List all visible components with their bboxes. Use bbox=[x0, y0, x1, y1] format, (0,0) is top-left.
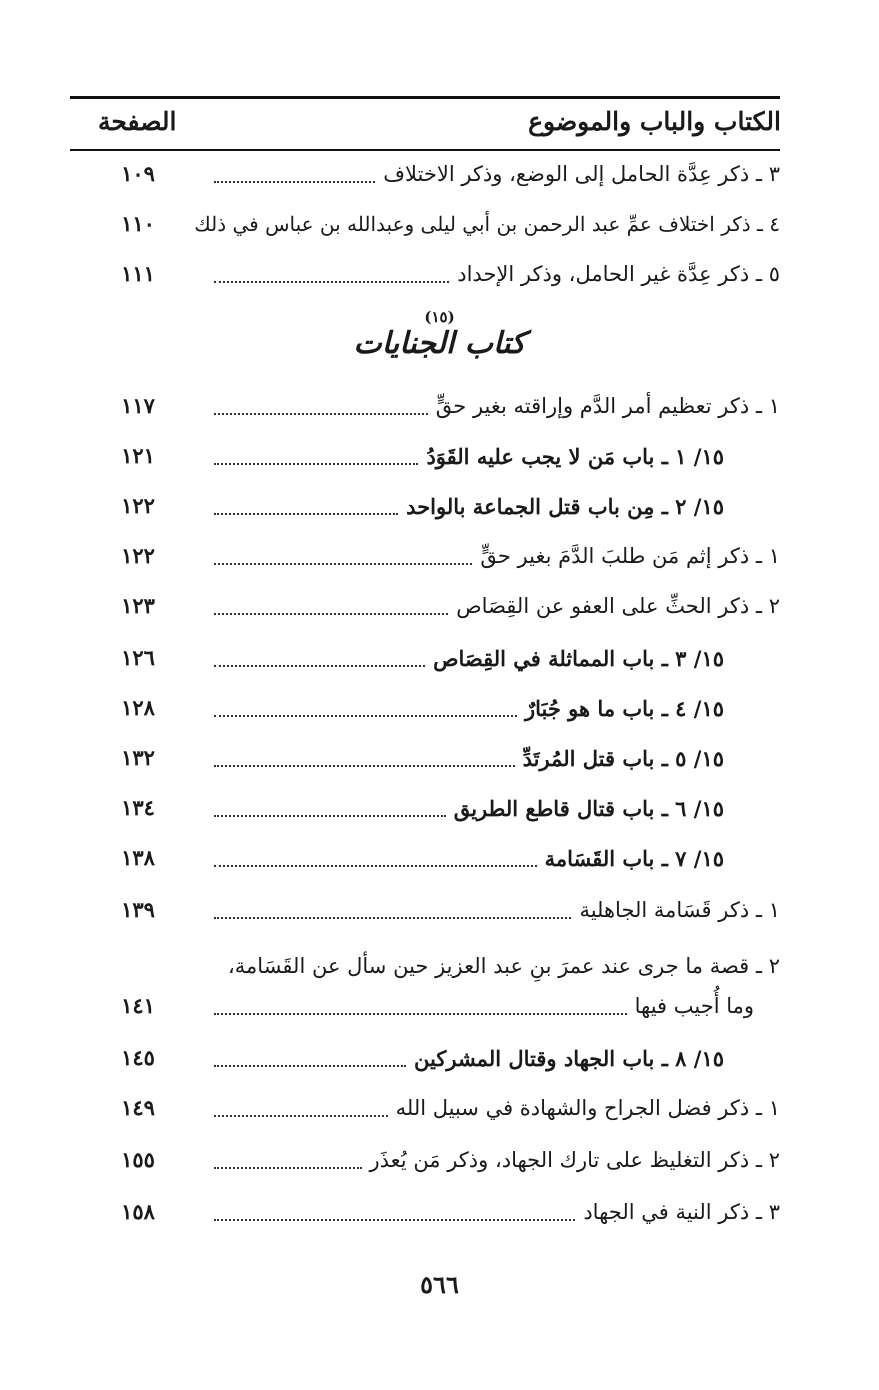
leader-dots bbox=[214, 715, 517, 717]
column-header-page: الصفحة bbox=[98, 107, 177, 136]
top-rule bbox=[70, 96, 780, 99]
kitab-number: (١٥) bbox=[424, 308, 455, 326]
toc-row bbox=[70, 436, 780, 476]
toc-row bbox=[70, 1140, 780, 1180]
toc-page-number: ١٣٩ bbox=[121, 897, 155, 922]
toc-entry-text: ١٥/ ٨ ـ باب الجهاد وقتال المشركين bbox=[414, 1045, 724, 1071]
leader-dots bbox=[214, 513, 398, 515]
toc-row bbox=[70, 738, 780, 778]
toc-entry-text: ١٥/ ٣ ـ باب المماثلة في القِصَاص bbox=[433, 645, 724, 671]
leader-dots bbox=[214, 613, 448, 615]
toc-entry-text: ١٥/ ٢ ـ مِن باب قتل الجماعة بالواحد bbox=[406, 493, 724, 519]
toc-page-number: ١١٧ bbox=[121, 393, 155, 418]
toc-row bbox=[70, 386, 780, 426]
toc-row bbox=[70, 536, 780, 576]
toc-entry-text: ٢ ـ ذكر التغليظ على تارك الجهاد، وذكر مَن يُعذَر bbox=[369, 1148, 780, 1172]
toc-entry-text: ٣ ـ ذكر عِدَّة الحامل إلى الوضع، وذكر الاختلاف bbox=[383, 162, 780, 186]
toc-entry-text: ١ ـ ذكر إثم مَن طلبَ الدَّمَ بغير حقٍّ bbox=[480, 544, 780, 568]
toc-entry-text: ٣ ـ ذكر النية في الجهاد bbox=[583, 1200, 780, 1224]
toc-page-number: ١٤٩ bbox=[121, 1095, 155, 1120]
toc-row bbox=[70, 254, 780, 294]
leader-dots bbox=[214, 865, 537, 867]
leader-dots bbox=[214, 1219, 575, 1221]
toc-page-number: ١٢١ bbox=[121, 443, 155, 468]
toc-row bbox=[70, 1088, 780, 1128]
toc-page-number: ١٢٦ bbox=[121, 645, 155, 670]
toc-row bbox=[70, 1038, 780, 1078]
toc-entry-text: ٢ ـ ذكر الحثِّ على العفو عن القِصَاص bbox=[456, 594, 780, 618]
toc-page-number: ١٣٤ bbox=[121, 795, 155, 820]
toc-row bbox=[70, 586, 780, 626]
toc-row bbox=[70, 890, 780, 930]
toc-page-number: ١٥٨ bbox=[121, 1199, 155, 1224]
toc-entry-text: ١ ـ ذكر تعظيم أمر الدَّم وإراقته بغير حقٍّ bbox=[435, 394, 780, 418]
toc-entry-first-line: ٢ ـ قصة ما جرى عند عمرَ بنِ عبد العزيز حين سأل عن القَسَامة، bbox=[228, 954, 780, 978]
toc-page-number: ١٢٣ bbox=[121, 593, 155, 618]
toc-page-number: ١٢٨ bbox=[121, 695, 155, 720]
toc-page-number: ١٠٩ bbox=[121, 161, 155, 186]
leader-dots bbox=[214, 1115, 388, 1117]
toc-page-number: ١٣٨ bbox=[121, 845, 155, 870]
leader-dots bbox=[214, 765, 515, 767]
leader-dots bbox=[214, 1167, 362, 1169]
header-rule bbox=[70, 149, 780, 151]
toc-page-number: ١٢٢ bbox=[121, 543, 155, 568]
toc-row bbox=[70, 486, 780, 526]
toc-page-number: ١١٠ bbox=[121, 211, 155, 236]
toc-page-number: ١٤٥ bbox=[121, 1045, 155, 1070]
toc-page-number: ١٤١ bbox=[121, 993, 155, 1018]
column-header-topic: الكتاب والباب والموضوع bbox=[528, 107, 781, 136]
toc-row bbox=[70, 788, 780, 828]
leader-dots bbox=[214, 815, 446, 817]
toc-row bbox=[70, 688, 780, 728]
toc-row-two-line bbox=[70, 954, 780, 1026]
leader-dots bbox=[214, 563, 472, 565]
toc-entry-text: ١٥/ ٥ ـ باب قتل المُرتَدِّ bbox=[522, 745, 724, 771]
toc-entry-text: ١ ـ ذكر قَسَامة الجاهلية bbox=[579, 898, 780, 922]
leader-dots bbox=[214, 463, 418, 465]
toc-row bbox=[70, 638, 780, 678]
leader-dots bbox=[214, 1065, 406, 1067]
leader-dots bbox=[214, 181, 375, 183]
toc-entry-text: ١٥/ ١ ـ باب مَن لا يجب عليه القَوَدُ bbox=[426, 443, 724, 469]
toc-entry-text: وما أُجيب فيها bbox=[634, 994, 754, 1018]
toc-page-number: ١٢٢ bbox=[121, 493, 155, 518]
toc-entry-text: ١٥/ ٤ ـ باب ما هو جُبَارٌ bbox=[525, 695, 724, 721]
toc-entry-text: ١٥/ ٧ ـ باب القَسَامة bbox=[544, 845, 724, 871]
toc-entry-text: ١ ـ ذكر فضل الجراح والشهادة في سبيل الله bbox=[395, 1096, 780, 1120]
toc-page-number: ١٣٢ bbox=[121, 745, 155, 770]
leader-dots bbox=[214, 1013, 627, 1015]
leader-dots bbox=[214, 413, 428, 415]
leader-dots bbox=[214, 281, 449, 283]
toc-entry-text: ٤ ـ ذكر اختلاف عمِّ عبد الرحمن بن أبي ليلى وعبدالله بن عباس في ذلك bbox=[194, 212, 780, 236]
leader-dots bbox=[214, 917, 571, 919]
kitab-title: كتاب الجنايات bbox=[353, 326, 526, 361]
toc-row bbox=[70, 204, 780, 244]
leader-dots bbox=[214, 665, 425, 667]
toc-page-number: ١١١ bbox=[121, 261, 155, 286]
footer-page-number: ٥٦٦ bbox=[420, 1270, 459, 1299]
toc-row bbox=[70, 1192, 780, 1232]
toc-row bbox=[70, 838, 780, 878]
toc-page-number: ١٥٥ bbox=[121, 1147, 155, 1172]
toc-row bbox=[70, 154, 780, 194]
toc-entry-text: ١٥/ ٦ ـ باب قتال قاطع الطريق bbox=[453, 795, 724, 821]
toc-entry-text: ٥ ـ ذكر عِدَّة غير الحامل، وذكر الإحداد bbox=[457, 262, 780, 286]
